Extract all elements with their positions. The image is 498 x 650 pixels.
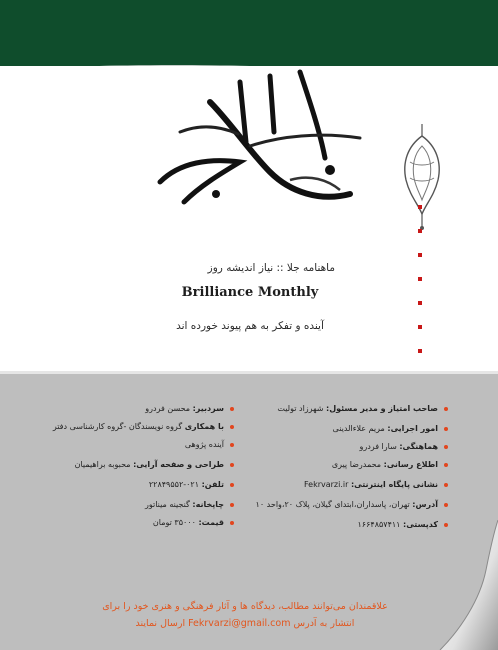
credit-printing-house: چاپخانه: گنجینه میناتور [145, 500, 234, 509]
credit-owner: صاحب امتیاز و مدیر مسئول: شهرزاد تولیت [277, 404, 448, 413]
submission-line-2: انتشار به آدرس Fekrvarzi@gmail.com ارسال نمایند [135, 618, 355, 629]
credit-collaboration-cont: آینده پژوهی [185, 440, 234, 449]
credit-info: اطلاع رسانی: محمدرضا پیری [332, 460, 448, 469]
credits-left-column [34, 400, 234, 540]
credit-coordination: هماهنگی: سارا فردرو [359, 442, 448, 451]
submission-invite [40, 598, 450, 632]
credit-editor: سردبیر: محسن فردرو [145, 404, 234, 413]
bismillah-calligraphy [150, 62, 390, 222]
credit-executive: امور اجرایی: مریم علاءالدینی [333, 424, 448, 433]
monthly-title-fa: ماهنامه جلا :: نیاز اندیشه روز [207, 262, 335, 274]
monthly-title-en: Brilliance Monthly [181, 285, 319, 300]
credit-collaboration: با همکاری گروه نویسندگان -گروه کارشناسی دفتر [53, 422, 234, 431]
credit-phone: تلفن: ۰۲۱-۲۲۸۴۹۵۵۲ [149, 480, 234, 489]
panel-divider [0, 371, 498, 374]
tagline: آینده و تفکر به هم پیوند خورده اند [176, 320, 324, 332]
page-curl [400, 520, 498, 650]
credit-price: قیمت: ۳۵۰۰۰ تومان [153, 518, 234, 527]
credit-address: آدرس: تهران، پاسداران،ابتدای گیلان، پلاک ۲۰،واحد ۱۰ [256, 500, 448, 509]
credit-design: طراحی و صفحه آرایی: محبوبه براهیمیان [75, 460, 234, 469]
credits-right-column [248, 400, 448, 540]
submission-line-1: علاقمندان می‌توانند مطالب، دیدگاه ها و آثار فرهنگی و هنری خود را برای [102, 601, 388, 612]
credit-postal-code: کدپستی: ۱۶۶۴۸۵۷۴۱۱ [358, 520, 449, 529]
credit-website: نشانی پایگاه اینترنتی: Fekrvarzi.ir [304, 480, 448, 489]
decorative-bullets [418, 205, 426, 375]
